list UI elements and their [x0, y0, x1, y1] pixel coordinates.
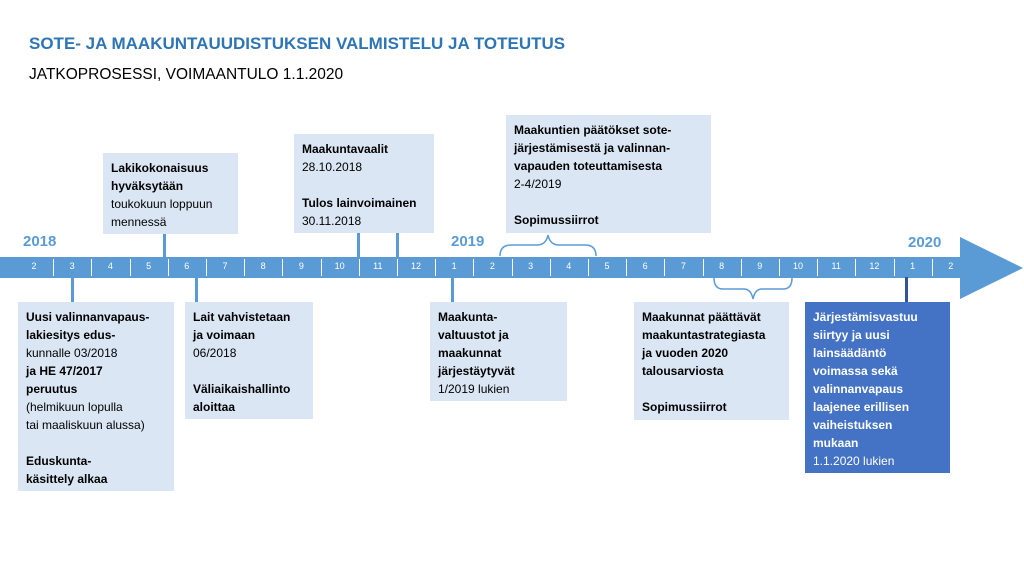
- box-maakuntavaalit: [294, 134, 434, 233]
- box-text-line: vapauden toteuttamisesta: [514, 159, 663, 173]
- box-text-line: järjestäytyvät: [438, 364, 515, 378]
- year-label-2020: 2020: [908, 234, 942, 251]
- month-label: 4: [566, 261, 572, 271]
- connector-maakuntavaalit-2: [396, 233, 399, 258]
- month-separator: [321, 259, 322, 276]
- month-label: 2: [489, 261, 495, 271]
- month-separator: [244, 259, 245, 276]
- box-valinnanvapaus: [18, 302, 174, 491]
- box-text-line: vaiheistuksen: [813, 418, 893, 432]
- month-label: 7: [222, 261, 228, 271]
- month-separator: [53, 259, 54, 276]
- box-text-line: Maakunta-: [438, 310, 498, 324]
- box-text-line: käsittely alkaa: [26, 472, 108, 486]
- box-text-line: lakiesitys edus-: [26, 328, 116, 342]
- month-label: 10: [334, 261, 345, 271]
- month-label: 9: [757, 261, 763, 271]
- box-text-line: ja HE 47/2017: [26, 364, 103, 378]
- box-text-line: järjestämisestä ja valinnan-: [514, 141, 671, 155]
- month-label: 3: [528, 261, 534, 271]
- month-label: 6: [184, 261, 190, 271]
- month-label: 2: [31, 261, 37, 271]
- month-label: 6: [642, 261, 648, 271]
- box-text-line: Maakuntien päätökset sote-: [514, 123, 672, 137]
- month-separator: [473, 259, 474, 276]
- box-text-line: aloittaa: [193, 400, 236, 414]
- box-text-line: valinnanvapaus: [813, 382, 904, 396]
- box-text-line: hyväksytään: [111, 179, 184, 193]
- month-separator: [588, 259, 589, 276]
- page-subtitle: JATKOPROSESSI, VOIMAANTULO 1.1.2020: [29, 66, 344, 83]
- month-separator: [130, 259, 131, 276]
- month-separator: [512, 259, 513, 276]
- month-label: 12: [869, 261, 880, 271]
- box-text-line: 1/2019 lukien: [438, 382, 510, 396]
- box-maakuntastrategia: [634, 302, 789, 420]
- box-spacer: [26, 434, 166, 452]
- month-label: 11: [373, 261, 383, 271]
- month-separator: [206, 259, 207, 276]
- month-label: 10: [792, 261, 803, 271]
- box-text-line: Uusi valinnanvapaus-: [26, 310, 150, 324]
- connector-jarjestamisvastuu: [905, 277, 908, 303]
- box-lait-vahvistetaan: [185, 302, 313, 419]
- month-label: 1: [451, 261, 457, 271]
- month-separator: [779, 259, 780, 276]
- box-text-line: talousarviosta: [642, 364, 724, 378]
- month-label: 12: [410, 261, 421, 271]
- month-label: 4: [107, 261, 113, 271]
- month-label: 8: [719, 261, 725, 271]
- box-spacer: [302, 176, 426, 194]
- month-label: 7: [680, 261, 686, 271]
- month-separator: [359, 259, 360, 276]
- box-text-line: kunnalle 03/2018: [26, 346, 118, 360]
- box-maakuntien-paatokset: [506, 115, 711, 233]
- box-text-line: voimassa sekä: [813, 364, 898, 378]
- month-label: 5: [146, 261, 152, 271]
- box-text-line: Lakikokonaisuus: [111, 161, 209, 175]
- box-text-line: valtuustot ja: [438, 328, 509, 342]
- box-text-line: Väliaikaishallinto: [193, 382, 291, 396]
- box-text-line: tai maaliskuun alussa): [26, 418, 145, 432]
- month-separator: [664, 259, 665, 276]
- month-separator: [168, 259, 169, 276]
- month-label: 11: [831, 261, 841, 271]
- page-title: SOTE- JA MAAKUNTAUUDISTUKSEN VALMISTELU JA TOTEUTUS: [29, 34, 566, 53]
- connector-lakikokonaisuus: [163, 234, 166, 258]
- box-spacer: [642, 380, 781, 398]
- month-label: 5: [604, 261, 610, 271]
- box-text-line: 28.10.2018: [302, 160, 363, 174]
- box-text-line: maakuntastrategiasta: [642, 328, 766, 342]
- box-text-line: mennessä: [111, 215, 167, 229]
- box-spacer: [193, 362, 305, 380]
- box-text-line: (helmikuun lopulla: [26, 400, 123, 414]
- month-separator: [282, 259, 283, 276]
- box-text-line: Lait vahvistetaan: [193, 310, 291, 324]
- month-separator: [855, 259, 856, 276]
- box-text-line: Sopimussiirrot: [514, 213, 599, 227]
- month-separator: [435, 259, 436, 276]
- box-text-line: Maakuntavaalit: [302, 142, 389, 156]
- box-maakuntavaltuustot: [430, 302, 567, 401]
- month-separator: [626, 259, 627, 276]
- box-text-line: Maakunnat päättävät: [642, 310, 761, 324]
- box-text-line: 1.1.2020 lukien: [813, 454, 895, 468]
- box-text-line: Eduskunta-: [26, 454, 92, 468]
- year-label-2018: 2018: [23, 233, 57, 250]
- box-text-line: lainsäädäntö: [813, 346, 887, 360]
- month-label: 2: [948, 261, 954, 271]
- box-text-line: 2-4/2019: [514, 177, 562, 191]
- month-separator: [741, 259, 742, 276]
- box-text-line: toukokuun loppuun: [111, 197, 213, 211]
- box-text-line: Sopimussiirrot: [642, 400, 727, 414]
- month-label: 1: [910, 261, 916, 271]
- box-text-line: maakunnat: [438, 346, 502, 360]
- connector-valinnanvapaus: [71, 277, 74, 303]
- month-label: 9: [298, 261, 304, 271]
- timeline-arrowhead: [960, 237, 1023, 299]
- box-spacer: [514, 193, 703, 211]
- connector-maakuntavaalit-1: [357, 233, 360, 258]
- connector-maakuntavaltuustot: [451, 277, 454, 303]
- box-text-line: siirtyy ja uusi: [813, 328, 890, 342]
- box-text-line: ja voimaan: [193, 328, 256, 342]
- month-separator: [703, 259, 704, 276]
- month-separator: [817, 259, 818, 276]
- box-lakikokonaisuus: [103, 153, 238, 234]
- month-label: 8: [260, 261, 266, 271]
- month-label: 3: [69, 261, 75, 271]
- box-text-line: Tulos lainvoimainen: [302, 196, 417, 210]
- month-separator: [91, 259, 92, 276]
- brace-above-icon: [499, 233, 597, 257]
- month-separator: [397, 259, 398, 276]
- box-text-line: 06/2018: [193, 346, 237, 360]
- connector-lait-vahvistetaan: [195, 277, 198, 303]
- month-separator: [894, 259, 895, 276]
- box-text-line: mukaan: [813, 436, 859, 450]
- box-text-line: peruutus: [26, 382, 78, 396]
- box-text-line: laajenee erillisen: [813, 400, 910, 414]
- brace-below-icon: [713, 277, 793, 301]
- box-text-line: Järjestämisvastuu: [813, 310, 918, 324]
- box-jarjestamisvastuu: [805, 302, 950, 473]
- month-separator: [550, 259, 551, 276]
- month-separator: [932, 259, 933, 276]
- year-label-2019: 2019: [451, 233, 485, 250]
- box-text-line: ja vuoden 2020: [642, 346, 729, 360]
- box-text-line: 30.11.2018: [302, 214, 362, 228]
